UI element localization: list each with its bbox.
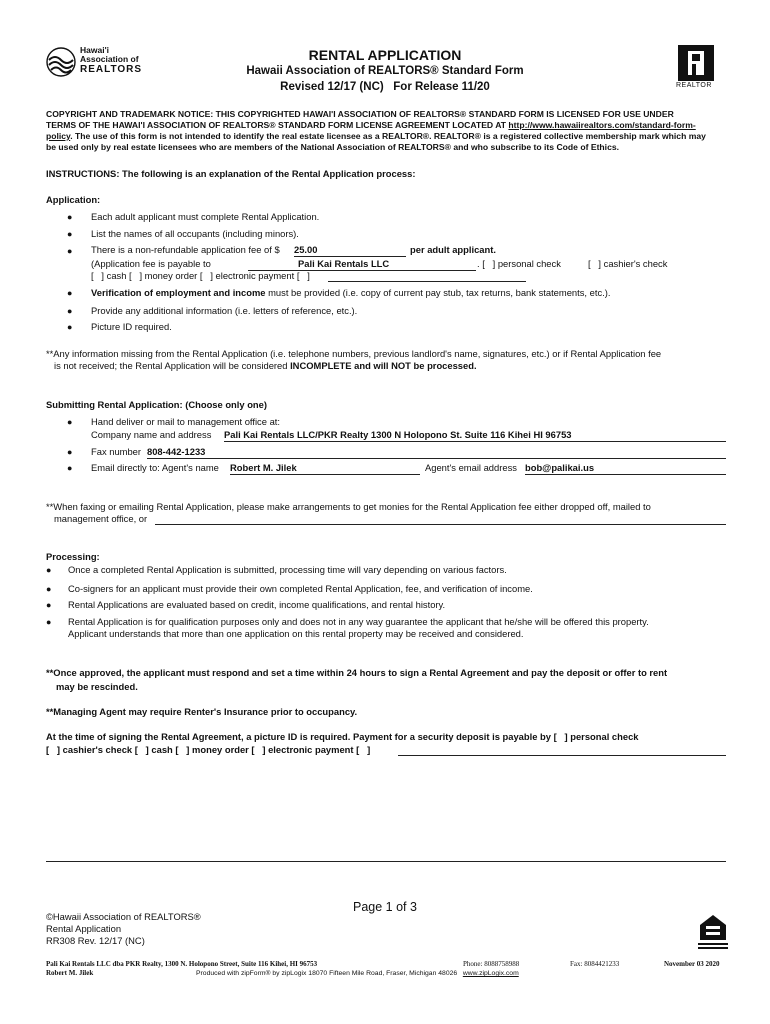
per-adult-text: per adult applicant. <box>410 244 496 255</box>
processing-heading: Processing: <box>46 551 100 562</box>
cashiers-check-option[interactable]: [ ] cashier's check <box>588 258 668 269</box>
logo-line2: Association of <box>80 54 139 64</box>
agent-name-field[interactable]: Robert M. Jilek <box>230 462 420 475</box>
processing-bullet-1: Once a completed Rental Application is submitted, processing time will vary depending on various factors. <box>68 564 507 575</box>
app-bullet-1: Each adult applicant must complete Rental Application. <box>91 211 320 222</box>
missing-note-text: is not received; the Rental Application will be considered <box>54 360 291 371</box>
approved-note-line1: **Once approved, the applicant must respond and set a time within 24 hours to sign a Rental Agreement and pay the deposit or offer to rent <box>46 667 668 678</box>
page-number: Page 1 of 3 <box>353 900 417 914</box>
produced-text: Produced with zipForm® by zipLogix 18070 Fifteen Mile Road, Fraser, Michigan 48026 <box>196 970 458 977</box>
app-bullet-3: There is a non-refundable application fee of $ <box>91 244 280 255</box>
email-label: Email directly to: Agent's name <box>91 462 219 473</box>
app-bullet-4 <box>91 287 610 299</box>
footer-copyright: ©Hawaii Association of REALTORS® <box>46 911 201 922</box>
equal-housing-icon <box>698 912 728 950</box>
copyright-line2: TERMS OF THE HAWAI'I ASSOCIATION OF REALTORS® STANDARD FORM LICENSE AGREEMENT LOCATED AT <box>46 120 509 130</box>
standard-form-link[interactable]: http://www.hawaiirealtors.com/standard-form- <box>508 120 696 130</box>
copyright-line1: COPYRIGHT AND TRADEMARK NOTICE: THIS COPYRIGHTED HAWAI'I ASSOCIATION OF REALTORS® STANDARD FORM IS LICENSED FOR USE UNDER <box>46 109 674 119</box>
submitting-heading: Submitting Rental Application: (Choose only one) <box>46 399 267 410</box>
copyright-line4: be used only by real estate licensees who are members of the National Association of REALTORS® and who subscribe to its Code of Ethics. <box>46 142 620 152</box>
page-title: RENTAL APPLICATION <box>308 47 462 63</box>
fax-field[interactable]: 808-442-1233 <box>147 446 726 459</box>
signing-line2: [ ] cashier's check [ ] cash [ ] money order [ ] electronic payment [ ] <box>46 744 371 755</box>
app-bullet-5: Provide any additional information (i.e. letters of reference, etc.). <box>91 305 358 316</box>
page-subtitle: Hawaii Association of REALTORS® Standard Form <box>246 65 524 77</box>
payable-label: (Application fee is payable to <box>91 258 211 269</box>
ziplogix-link[interactable]: www.zipLogix.com <box>462 970 519 977</box>
footer-broker: Pali Kai Rentals LLC dba PKR Realty, 1300 N. Holopono Street, Suite 116 Kihei, HI 96753 <box>46 960 318 968</box>
footer-form-name: Rental Application <box>46 923 122 934</box>
verification-text: must be provided (i.e. copy of current pay stub, tax returns, bank statements, etc.). <box>265 287 611 298</box>
footer-produced <box>196 970 519 977</box>
fax-label: Fax number <box>91 446 142 457</box>
company-label: Company name and address <box>91 429 212 440</box>
cash-options[interactable]: [ ] cash [ ] money order [ ] electronic payment [ ] <box>91 270 310 281</box>
footer-date: November 03 2020 <box>664 960 720 968</box>
fax-note-line1: **When faxing or emailing Rental Application, please make arrangements to get monies for the Rental Application fee either dropped off, mailed to <box>46 501 651 512</box>
logo-line1: Hawai'i <box>80 45 109 55</box>
approved-note-line2: may be rescinded. <box>56 681 138 692</box>
app-bullet-2: List the names of all occupants (including minors). <box>91 228 299 239</box>
footer-fax: Fax: 8084421233 <box>570 960 620 968</box>
payable-to-field[interactable]: Pali Kai Rentals LLC <box>248 258 476 271</box>
fax-note-field[interactable] <box>155 524 726 525</box>
processing-bullet-4b: Applicant understands that more than one application on this rental property may be received and considered. <box>68 628 524 639</box>
missing-note-line1: **Any information missing from the Rental Application (i.e. telephone numbers, previous landlord's name, signatures, etc.) or if Rental Application fee <box>46 348 662 359</box>
signing-line1: At the time of signing the Rental Agreement, a picture ID is required. Payment for a security deposit is payable by [ ] personal check <box>46 731 639 742</box>
realtor-mark-text: REALTOR <box>676 82 712 89</box>
footer-phone: Phone: 8088758988 <box>463 960 520 968</box>
divider <box>46 861 726 862</box>
insurance-note: **Managing Agent may require Renter's Insurance prior to occupancy. <box>46 706 358 717</box>
processing-bullet-3: Rental Applications are evaluated based on credit, income qualifications, and rental history. <box>68 599 446 610</box>
copyright-notice <box>46 109 736 153</box>
electronic-payment-deposit-line[interactable] <box>398 755 726 756</box>
processing-bullet-2: Co-signers for an applicant must provide their own completed Rental Application, fee, and verification of income. <box>68 583 533 594</box>
revision: Revised 12/17 (NC) For Release 11/20 <box>280 81 490 93</box>
submit-bullet-1: Hand deliver or mail to management office at: <box>91 416 280 427</box>
agent-email-label: Agent's email address <box>425 462 517 473</box>
incomplete-warning: INCOMPLETE and will NOT be processed. <box>290 360 477 371</box>
copyright-line3: . The use of this form is not intended to identify the real estate licensee as a REALTOR®. REALTOR® is a registered collective membership mark which may <box>70 131 706 141</box>
electronic-payment-line[interactable] <box>328 281 526 282</box>
missing-note-line2 <box>54 360 477 372</box>
agent-email-field[interactable]: bob@palikai.us <box>525 462 726 475</box>
realtor-mark-icon <box>676 45 718 91</box>
instructions: INSTRUCTIONS: The following is an explanation of the Rental Application process: <box>46 168 416 179</box>
fax-note-line2: management office, or <box>54 513 148 524</box>
logo-line3: REALTORS <box>80 64 143 75</box>
processing-bullet-4a: Rental Application is for qualification purposes only and does not in any way guarantee the applicant that he/she will be offered this property. <box>68 616 649 627</box>
policy-link[interactable]: policy <box>46 131 71 141</box>
footer-form-rev: RR308 Rev. 12/17 (NC) <box>46 935 145 946</box>
footer-agent: Robert M. Jilek <box>46 969 94 977</box>
company-field[interactable]: Pali Kai Rentals LLC/PKR Realty 1300 N Holopono St. Suite 116 Kihei HI 96753 <box>224 429 726 442</box>
application-fee-field[interactable]: 25.00 <box>294 244 406 257</box>
app-bullet-6: Picture ID required. <box>91 321 172 332</box>
verification-label: Verification of employment and income <box>91 287 266 298</box>
personal-check-option[interactable]: . [ ] personal check <box>477 258 561 269</box>
application-heading: Application: <box>46 194 101 205</box>
